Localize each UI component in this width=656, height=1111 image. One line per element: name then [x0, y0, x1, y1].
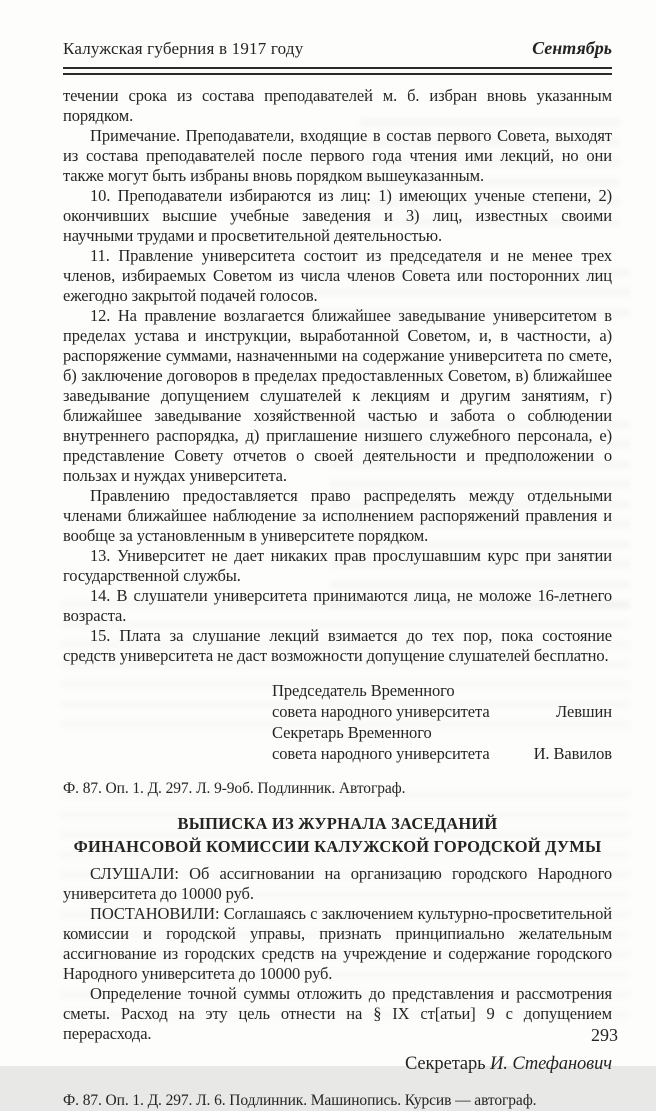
signature-label: Секретарь Временного	[272, 723, 432, 742]
paragraph-item-13: 13. Университет не дает никаких прав прослушавшим курс при занятии государственной службы.	[63, 546, 612, 585]
document2-title-line2: ФИНАНСОВОЙ КОМИССИИ КАЛУЖСКОЙ ГОРОДСКОЙ ДУМЫ	[73, 837, 602, 856]
archival-reference: Ф. 87. Оп. 1. Д. 297. Л. 6. Подлинник. Машинопись. Курсив — автограф.	[63, 1092, 537, 1109]
document2-title-line1: ВЫПИСКА ИЗ ЖУРНАЛА ЗАСЕДАНИЙ	[177, 814, 498, 833]
secretary-signature-name: И. Стефанович	[490, 1054, 612, 1074]
signature-row	[272, 701, 612, 722]
signature-name: И. Вавилов	[533, 744, 612, 763]
document2-title	[63, 812, 612, 858]
signature-block	[272, 680, 612, 764]
signature-row	[272, 680, 612, 701]
paragraph-note: Примечание. Преподаватели, входящие в состав первого Совета, выходят из состава преподавателей после первого года чтения ими лекций, но они также могут быть избраны вновь порядком вышеуказанным.	[63, 126, 612, 185]
signature-label: Председатель Временного	[272, 681, 455, 700]
secretary-signature-label: Секретарь	[404, 1054, 486, 1074]
paragraph-sum: Определение точной суммы отложить до представления и рассмотрения сметы. Расход на эту цель отнести на § IX ст[атьи] 9 с допущением перерасхода.	[63, 984, 612, 1043]
running-header	[63, 38, 612, 59]
signature-label: совета народного университета	[272, 744, 490, 763]
paragraph-item-10: 10. Преподаватели избираются из лиц: 1) имеющих ученые степени, 2) окончивших высшие учебные заведения и 3) лиц, известных своими научными трудами и просветительной деятельностью.	[63, 186, 612, 245]
document-body	[63, 86, 612, 1111]
page-number: 293	[591, 1025, 618, 1045]
paragraph-item-14: 14. В слушатели университета принимаются лица, не моложе 16-летнего возраста.	[63, 586, 612, 625]
archival-reference: Ф. 87. Оп. 1. Д. 297. Л. 9-9об. Подлинник. Автограф.	[63, 780, 406, 797]
signature-row	[272, 722, 612, 743]
paragraph-continuation: течении срока из состава преподавателей м. б. избран вновь указанным порядком.	[63, 86, 612, 125]
paragraph-item-15: 15. Плата за слушание лекций взимается до тех пор, пока состояние средств университета не даст возможности допущение слушателей бесплатно.	[63, 626, 612, 665]
paragraph-item-11: 11. Правление университета состоит из председателя и не менее трех членов, избираемых Советом из числа членов Совета или посторонних лиц ежегодно закрытой подачей голосов.	[63, 246, 612, 305]
header-rule	[63, 67, 612, 75]
running-header-month: Сентябрь	[532, 38, 612, 58]
signature-label: совета народного университета	[272, 702, 490, 721]
paragraph-heard: СЛУШАЛИ: Об ассигновании на организацию городского Народного университета до 10000 руб.	[63, 864, 612, 903]
running-header-title: Калужская губерния в 1917 году	[63, 39, 304, 58]
paragraph-resolved: ПОСТАНОВИЛИ: Соглашаясь с заключением культурно-просветительной комиссии и городской управы, признать принципиально желательным ассигнование из городских средств на учреждение и содержание городского Народного университета до 10000 руб.	[63, 904, 612, 983]
signature-name: Левшин	[556, 702, 612, 721]
paragraph-board: Правлению предоставляется право распределять между отдельными членами ближайшее наблюдение за исполнением распоряжений правления и вообще за установленным в университете порядком.	[63, 486, 612, 545]
paragraph-item-12: 12. На правление возлагается ближайшее заведывание университетом в пределах устава и инструкции, выработанной Советом, и, в частности, а) распоряжение суммами, назначенными на содержание университета по смете, б) заключение договоров в пределах предоставленных Советом, в) ближайшее заведывание допущением слушателей к лекциям и другим занятиям, г) ближайшее заведывание хозяйственной частью и забота о соблюдении внутреннего распорядка, д) приглашение низшего служебного персонала, е) представление Совету отчетов о своей деятельности и предположении о пользах и нуждах университета.	[63, 306, 612, 485]
signature-row	[272, 743, 612, 764]
secretary-signature	[63, 1052, 612, 1076]
